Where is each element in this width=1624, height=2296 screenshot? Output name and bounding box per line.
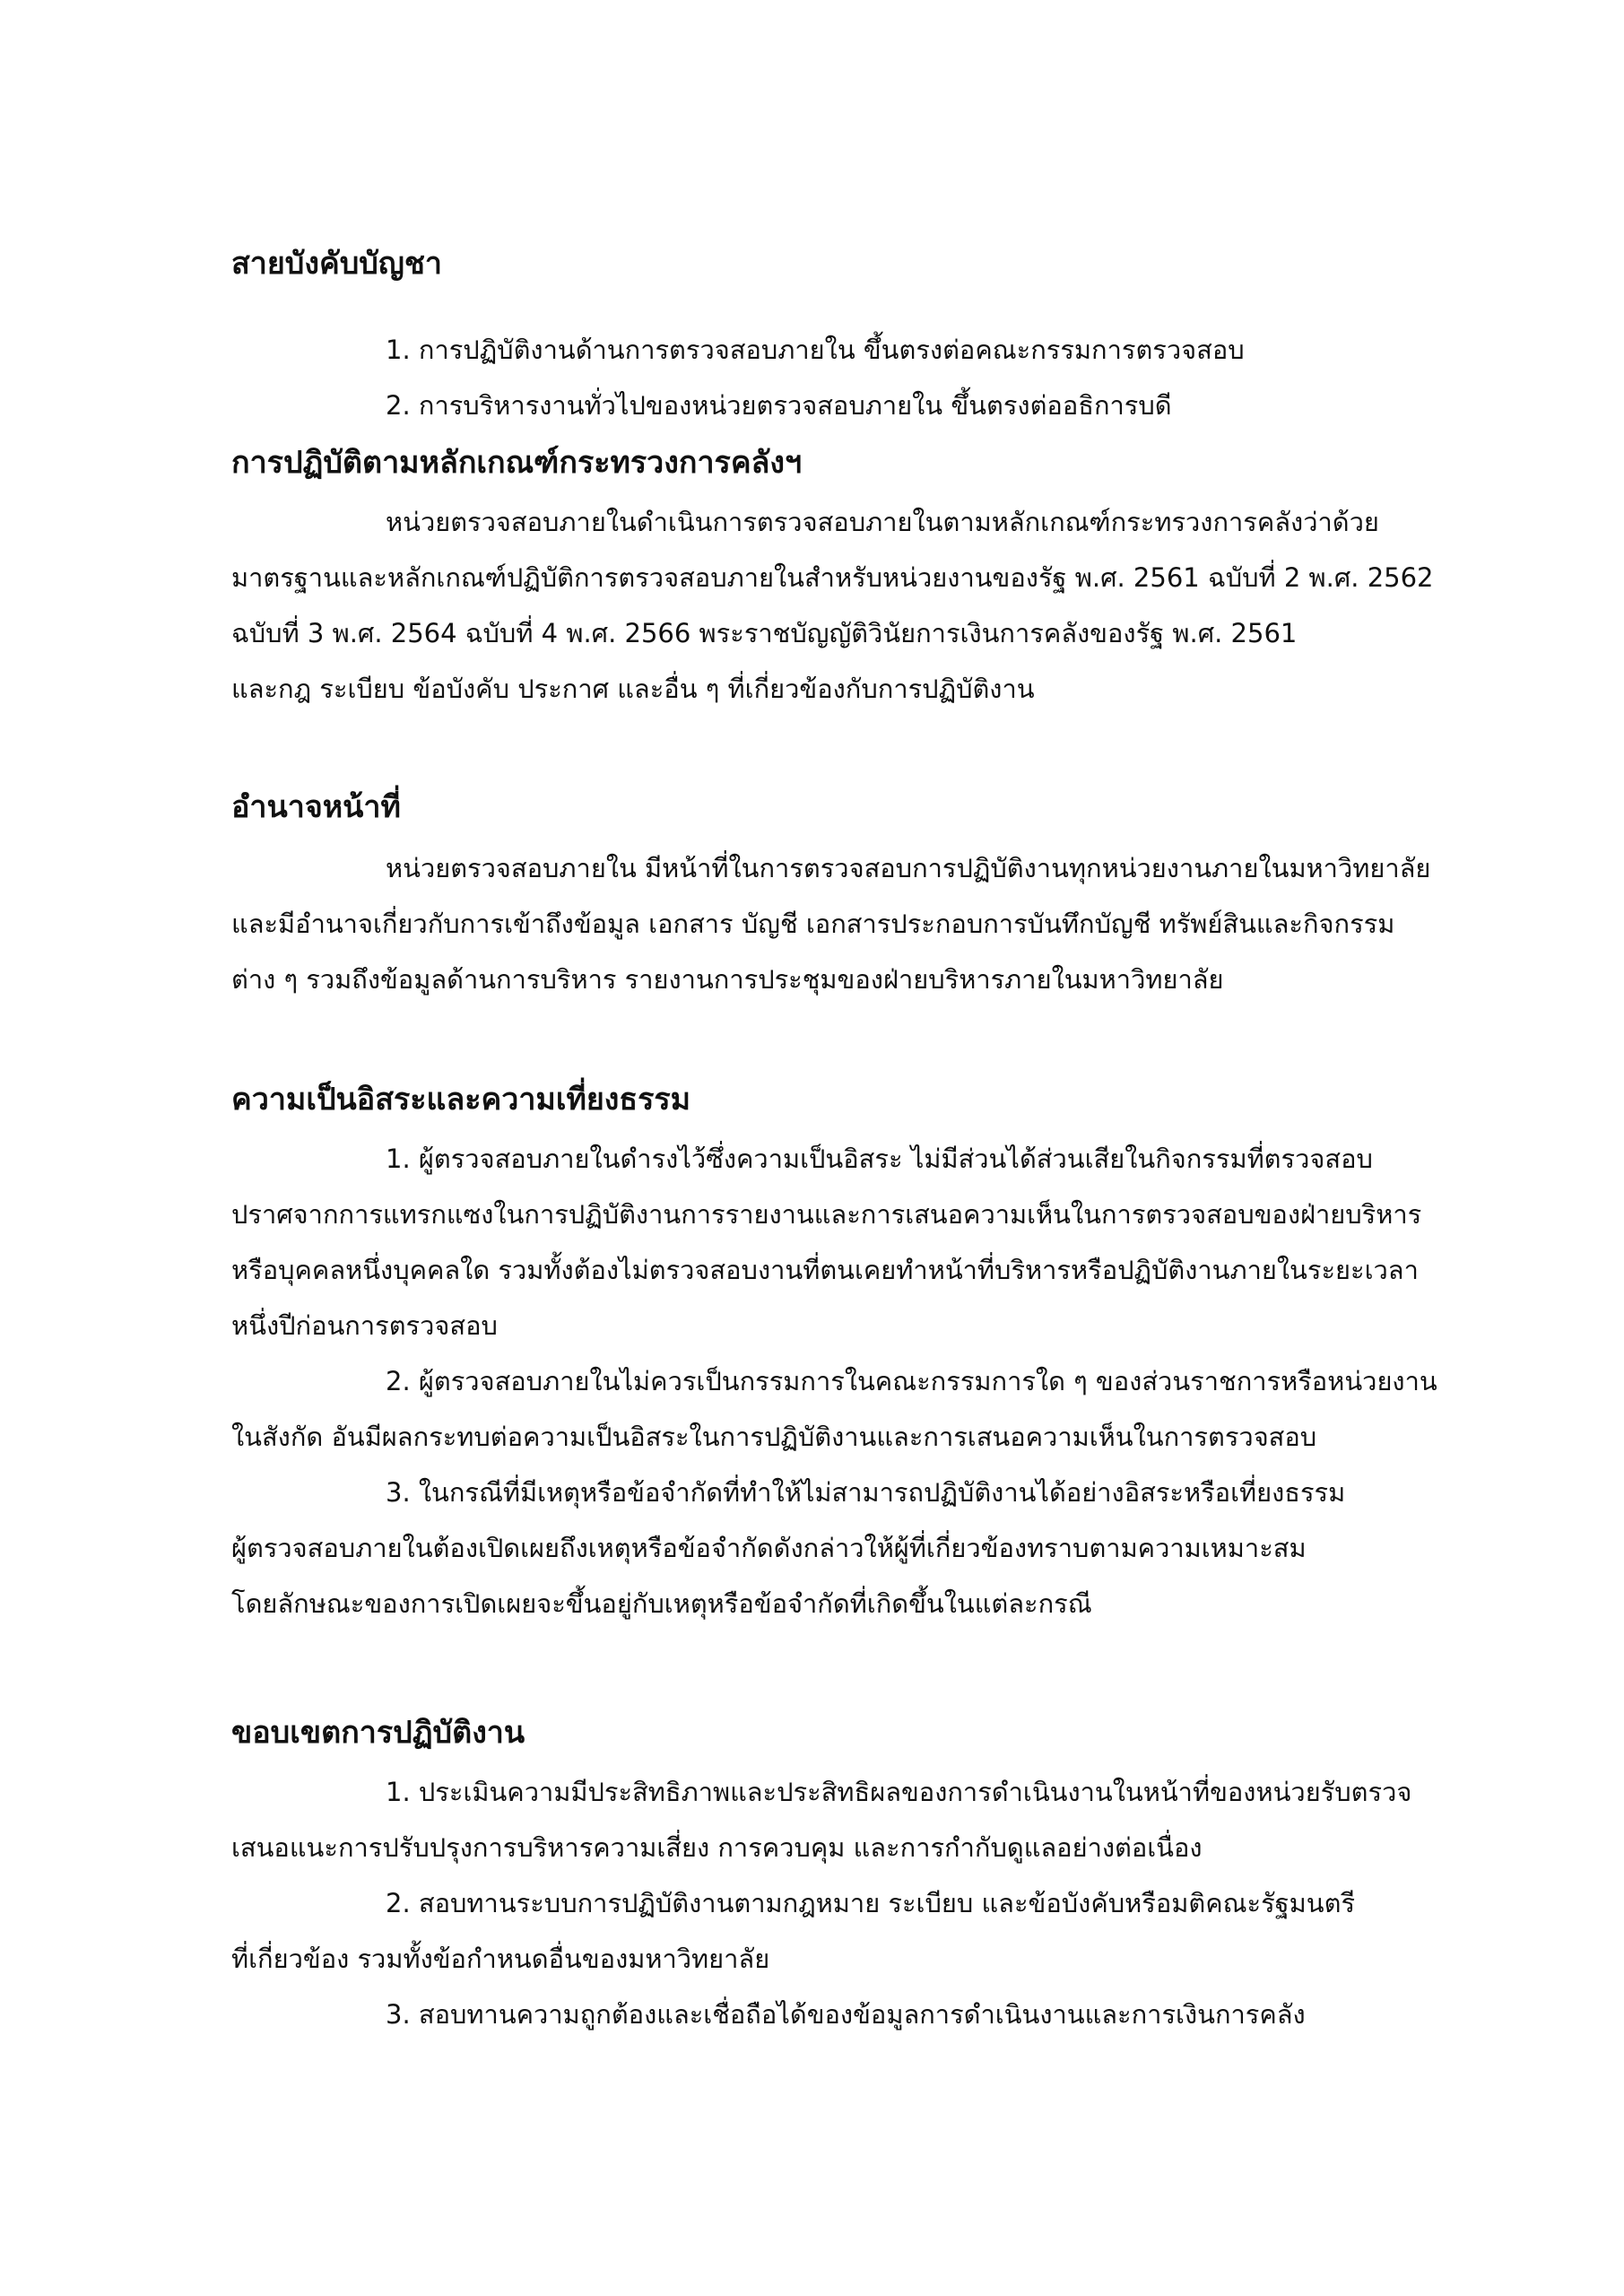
paragraph-line: 1. การปฏิบัติงานด้านการตรวจสอบภายใน ขึ้นตรงต่อคณะกรรมการตรวจสอบ [386, 335, 1245, 365]
paragraph-line: หน่วยตรวจสอบภายในดำเนินการตรวจสอบภายในตามหลักเกณฑ์กระทรวงการคลังว่าด้วย [386, 507, 1379, 537]
heading-scope: ขอบเขตการปฏิบัติงาน [231, 1715, 525, 1751]
paragraph-line: และมีอำนาจเกี่ยวกับการเข้าถึงข้อมูล เอกสาร บัญชี เอกสารประกอบการบันทึกบัญชี ทรัพย์สินและกิจกรรม [231, 909, 1395, 939]
paragraph-line: 2. สอบทานระบบการปฏิบัติงานตามกฎหมาย ระเบียบ และข้อบังคับหรือมติคณะรัฐมนตรี [386, 1888, 1356, 1918]
heading-independence: ความเป็นอิสระและความเที่ยงธรรม [231, 1082, 691, 1118]
paragraph-line: 2. การบริหารงานทั่วไปของหน่วยตรวจสอบภายใน ขึ้นตรงต่ออธิการบดี [386, 390, 1172, 421]
paragraph-line: 1. ประเมินความมีประสิทธิภาพและประสิทธิผลของการดำเนินงานในหน้าที่ของหน่วยรับตรวจ [386, 1777, 1412, 1807]
paragraph-line: โดยลักษณะของการเปิดเผยจะขึ้นอยู่กับเหตุหรือข้อจำกัดที่เกิดขึ้นในแต่ละกรณี [231, 1588, 1092, 1619]
heading-authority: อำนาจหน้าที่ [231, 789, 401, 825]
paragraph-line: ในสังกัด อันมีผลกระทบต่อความเป็นอิสระในการปฏิบัติงานและการเสนอความเห็นในการตรวจสอบ [231, 1422, 1317, 1452]
paragraph-line: ปราศจากการแทรกแซงในการปฏิบัติงานการรายงานและการเสนอความเห็นในการตรวจสอบของฝ่ายบริหาร [231, 1199, 1422, 1230]
paragraph-line: ฉบับที่ 3 พ.ศ. 2564 ฉบับที่ 4 พ.ศ. 2566 พระราชบัญญัติวินัยการเงินการคลังของรัฐ พ.ศ. 2561 [231, 618, 1298, 648]
paragraph-line: 3. ในกรณีที่มีเหตุหรือข้อจำกัดที่ทำให้ไม่สามารถปฏิบัติงานได้อย่างอิสระหรือเที่ยงธรรม [386, 1477, 1346, 1508]
paragraph-line: มาตรฐานและหลักเกณฑ์ปฏิบัติการตรวจสอบภายในสำหรับหน่วยงานของรัฐ พ.ศ. 2561 ฉบับที่ 2 พ.ศ. 2562 [231, 562, 1434, 593]
paragraph-line: ต่าง ๆ รวมถึงข้อมูลด้านการบริหาร รายงานการประชุมของฝ่ายบริหารภายในมหาวิทยาลัย [231, 964, 1224, 995]
paragraph-line: เสนอแนะการปรับปรุงการบริหารความเสี่ยง การควบคุม และการกำกับดูแลอย่างต่อเนื่อง [231, 1832, 1203, 1863]
paragraph-line: 2. ผู้ตรวจสอบภายในไม่ควรเป็นกรรมการในคณะกรรมการใด ๆ ของส่วนราชการหรือหน่วยงาน [386, 1366, 1437, 1396]
paragraph-line: ผู้ตรวจสอบภายในต้องเปิดเผยถึงเหตุหรือข้อจำกัดดังกล่าวให้ผู้ที่เกี่ยวข้องทราบตามความเหมาะสม [231, 1533, 1307, 1563]
paragraph-line: และกฎ ระเบียบ ข้อบังคับ ประกาศ และอื่น ๆ ที่เกี่ยวข้องกับการปฏิบัติงาน [231, 674, 1035, 704]
paragraph-line: 3. สอบทานความถูกต้องและเชื่อถือได้ของข้อมูลการดำเนินงานและการเงินการคลัง [386, 1999, 1306, 2030]
paragraph-line: หรือบุคคลหนึ่งบุคคลใด รวมทั้งต้องไม่ตรวจสอบงานที่ตนเคยทำหน้าที่บริหารหรือปฏิบัติงานภายในระยะเวลา [231, 1255, 1419, 1285]
paragraph-line: 1. ผู้ตรวจสอบภายในดำรงไว้ซึ่งความเป็นอิสระ ไม่มีส่วนได้ส่วนเสียในกิจกรรมที่ตรวจสอบ [386, 1144, 1373, 1174]
paragraph-line: หนึ่งปีก่อนการตรวจสอบ [231, 1310, 498, 1341]
heading-chain-of-command: สายบังคับบัญชา [231, 246, 442, 282]
paragraph-line: หน่วยตรวจสอบภายใน มีหน้าที่ในการตรวจสอบการปฏิบัติงานทุกหน่วยงานภายในมหาวิทยาลัย [386, 853, 1431, 883]
paragraph-line: ที่เกี่ยวข้อง รวมทั้งข้อกำหนดอื่นของมหาวิทยาลัย [231, 1944, 770, 1974]
heading-compliance: การปฏิบัติตามหลักเกณฑ์กระทรวงการคลังฯ [231, 445, 803, 481]
